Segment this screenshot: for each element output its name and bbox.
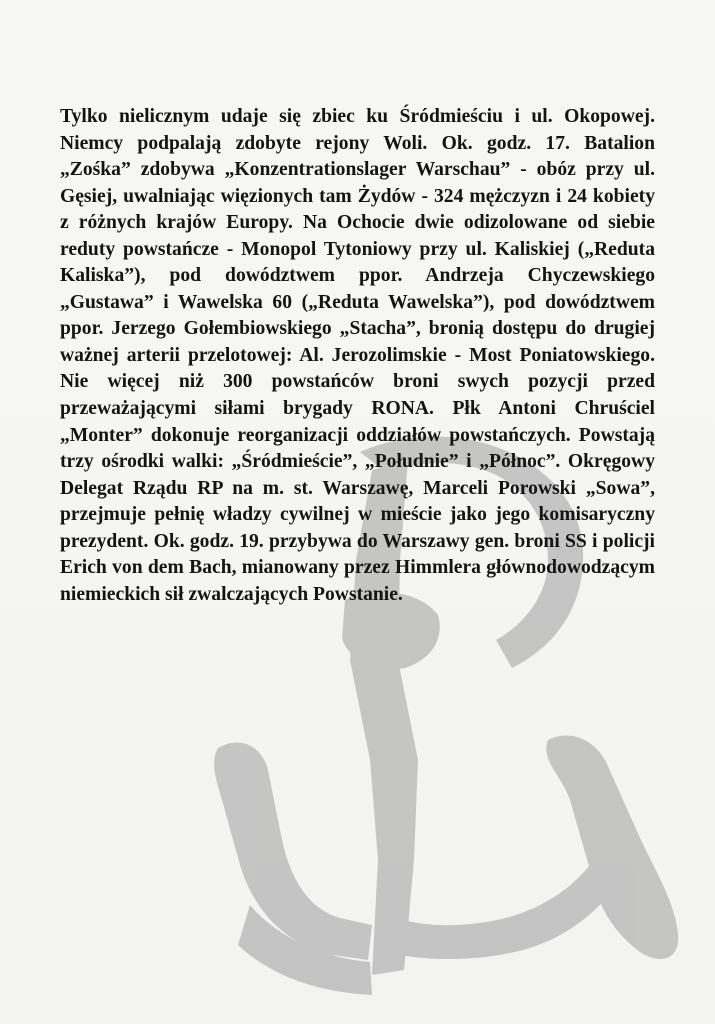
body-paragraph: Tylko nielicznym udaje się zbiec ku Śródmieściu i ul. Okopowej. Niemcy podpalają zdobyte rejony Woli. Ok. godz. 17. Batalion „Zośka” zdobywa „Konzentrationslager Warschau” - obóz przy ul. Gęsiej, uwalniając więzionych tam Żydów - 324 mężczyzn i 24 kobiety z różnych krajów Europy. Na Ochocie dwie odizolowane od siebie reduty powstańcze - Monopol Tytoniowy przy ul. Kaliskiej („Reduta Kaliska”), pod dowództwem ppor. Andrzeja Chyczewskiego „Gustawa” i Wawelska 60 („Reduta Wawelska”), pod dowództwem ppor. Jerzego Gołembiowskiego „Stacha”, bronią dostępu do drugiej ważnej arterii przelotowej: Al. Jerozolimskie - Most Poniatowskiego. Nie więcej niż 300 powstańców broni swych pozycji przed przeważającymi siłami brygady RONA. Płk Antoni Chruściel „Monter” dokonuje reorganizacji oddziałów powstańczych. Powstają trzy ośrodki walki: „Śródmieście”, „Południe” i „Północ”. Okręgowy Delegat Rządu RP na m. st. Warszawę, Marceli Porowski „Sowa”, przejmuje pełnię władzy cywilnej w mieście jako jego komisaryczny prezydent. Ok. godz. 19. przybywa do Warszawy gen. broni SS i policji Erich von dem Bach, mianowany przez Himmlera głównodowodzącym niemieckich sił zwalczających Powstanie. — [60, 106, 655, 605]
main-text-block — [60, 104, 655, 608]
